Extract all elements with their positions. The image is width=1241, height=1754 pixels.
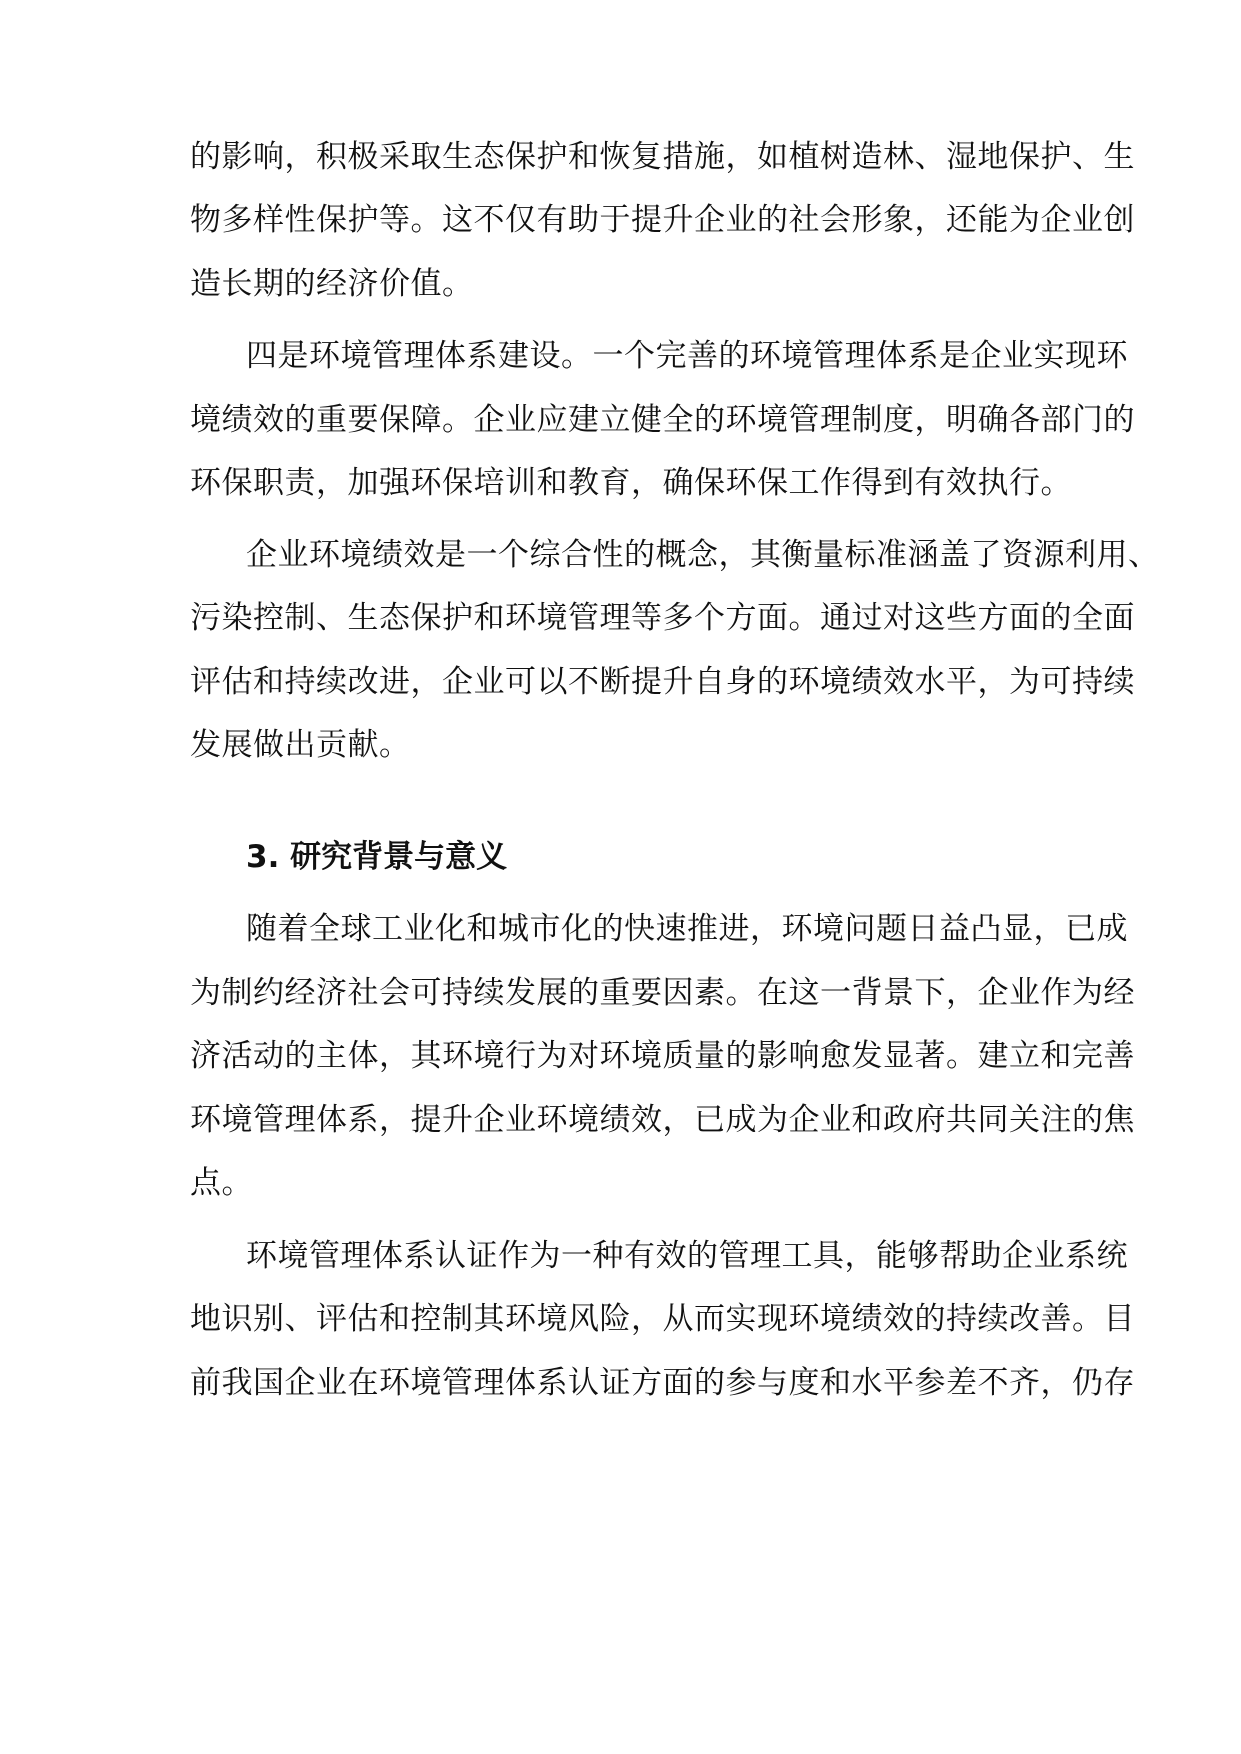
paragraph-line: 随着全球工业化和城市化的快速推进，环境问题日益凸显，已成 [246, 911, 1128, 947]
paragraph-line: 物多样性保护等。这不仅有助于提升企业的社会形象，还能为企业创 [190, 202, 1135, 238]
paragraph-line: 点。 [190, 1165, 253, 1201]
paragraph-line: 济活动的主体，其环境行为对环境质量的影响愈发显著。建立和完善 [190, 1038, 1135, 1074]
paragraph-line: 为制约经济社会可持续发展的重要因素。在这一背景下，企业作为经 [190, 975, 1135, 1011]
paragraph-line: 前我国企业在环境管理体系认证方面的参与度和水平参差不齐，仍存 [190, 1365, 1135, 1401]
paragraph-line: 四是环境管理体系建设。一个完善的环境管理体系是企业实现环 [246, 338, 1128, 374]
paragraph-line: 环保职责，加强环保培训和教育，确保环保工作得到有效执行。 [190, 465, 1072, 501]
paragraph-line: 环境管理体系认证作为一种有效的管理工具，能够帮助企业系统 [246, 1238, 1128, 1274]
section-heading: 3. 研究背景与意义 [246, 839, 508, 875]
paragraph-line: 地识别、评估和控制其环境风险，从而实现环境绩效的持续改善。目 [190, 1301, 1135, 1337]
paragraph-line: 环境管理体系，提升企业环境绩效，已成为企业和政府共同关注的焦 [190, 1102, 1135, 1138]
paragraph-line: 的影响，积极采取生态保护和恢复措施，如植树造林、湿地保护、生 [190, 139, 1135, 175]
paragraph-line: 造长期的经济价值。 [190, 266, 474, 302]
paragraph-line: 污染控制、生态保护和环境管理等多个方面。通过对这些方面的全面 [190, 600, 1135, 636]
paragraph-line: 评估和持续改进，企业可以不断提升自身的环境绩效水平，为可持续 [190, 664, 1135, 700]
paragraph-line: 发展做出贡献。 [190, 727, 411, 763]
paragraph-line: 企业环境绩效是一个综合性的概念，其衡量标准涵盖了资源利用、 [246, 537, 1160, 573]
paragraph-line: 境绩效的重要保障。企业应建立健全的环境管理制度，明确各部门的 [190, 402, 1135, 438]
